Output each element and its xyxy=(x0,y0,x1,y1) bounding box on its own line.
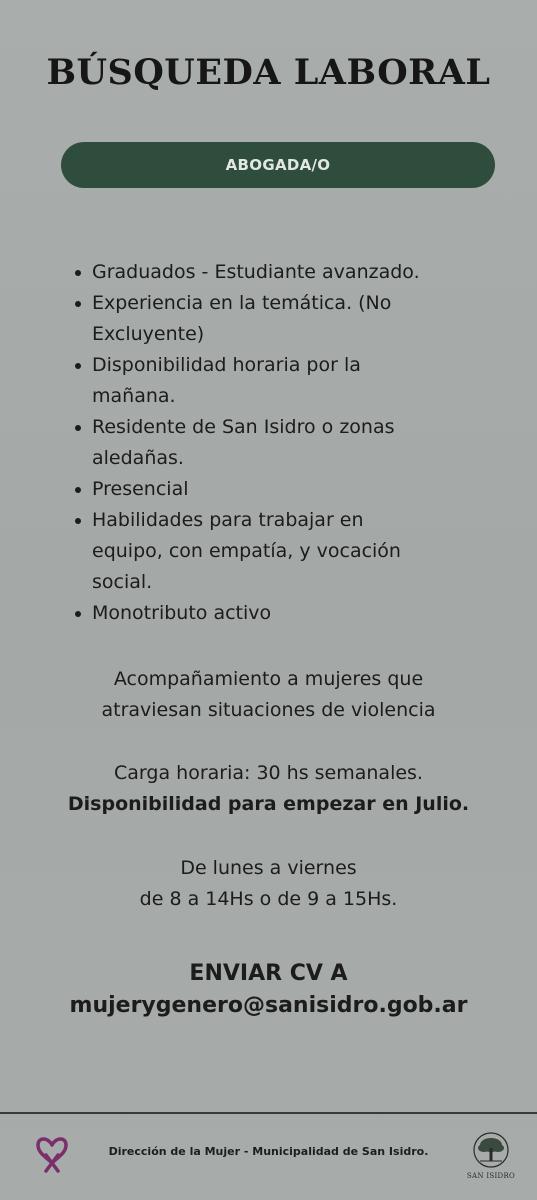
start-availability: Disponibilidad para empezar en Julio. xyxy=(67,793,470,815)
send-cv-label: ENVIAR CV A xyxy=(189,961,348,986)
requirement-line: mañana. xyxy=(92,385,176,407)
requirement-line: Experiencia en la temática. (No xyxy=(92,292,392,314)
bullet-icon xyxy=(75,518,81,524)
bullet-icon xyxy=(75,487,81,493)
send-cv xyxy=(0,958,537,1022)
workload xyxy=(0,758,537,820)
role-badge xyxy=(61,142,495,188)
requirement-line: social. xyxy=(92,571,153,593)
requirement-item xyxy=(92,350,512,412)
logo-text: SAN ISIDRO xyxy=(466,1172,516,1180)
description-line: Acompañamiento a mujeres que xyxy=(113,668,424,690)
bullet-icon xyxy=(75,425,81,431)
description xyxy=(0,664,537,726)
requirement-line: aledañas. xyxy=(92,447,184,469)
bullet-icon xyxy=(75,301,81,307)
schedule xyxy=(0,853,537,915)
schedule-times: de 8 a 14Hs o de 9 a 15Hs. xyxy=(139,888,398,910)
schedule-days: De lunes a viernes xyxy=(180,857,357,879)
requirement-line: Disponibilidad horaria por la xyxy=(92,354,361,376)
requirement-item xyxy=(92,288,512,350)
role-label: ABOGADA/O xyxy=(225,156,331,174)
requirement-line: Excluyente) xyxy=(92,323,205,345)
description-line: atraviesan situaciones de violencia xyxy=(101,699,436,721)
requirement-item xyxy=(92,598,512,629)
requirement-item xyxy=(92,257,512,288)
requirement-item xyxy=(92,474,512,505)
contact-email[interactable]: mujerygenero@sanisidro.gob.ar xyxy=(69,993,468,1018)
footer-divider xyxy=(0,1112,537,1114)
bullet-icon xyxy=(75,270,81,276)
page-title: BÚSQUEDA LABORAL xyxy=(46,52,491,93)
requirement-line: Presencial xyxy=(92,478,189,500)
footer-credit: Dirección de la Mujer - Municipalidad de San Isidro. xyxy=(108,1145,429,1158)
requirement-line: Habilidades para trabajar en xyxy=(92,509,364,531)
requirement-line: equipo, con empatía, y vocación xyxy=(92,540,401,562)
requirement-item xyxy=(92,412,512,474)
requirement-line: Monotributo activo xyxy=(92,602,272,624)
bullet-icon xyxy=(75,363,81,369)
requirement-line: Graduados - Estudiante avanzado. xyxy=(92,261,420,283)
weekly-hours: Carga horaria: 30 hs semanales. xyxy=(114,762,423,784)
requirements-list xyxy=(92,257,512,629)
requirement-item xyxy=(92,505,512,598)
requirement-line: Residente de San Isidro o zonas xyxy=(92,416,395,438)
bullet-icon xyxy=(75,611,81,617)
